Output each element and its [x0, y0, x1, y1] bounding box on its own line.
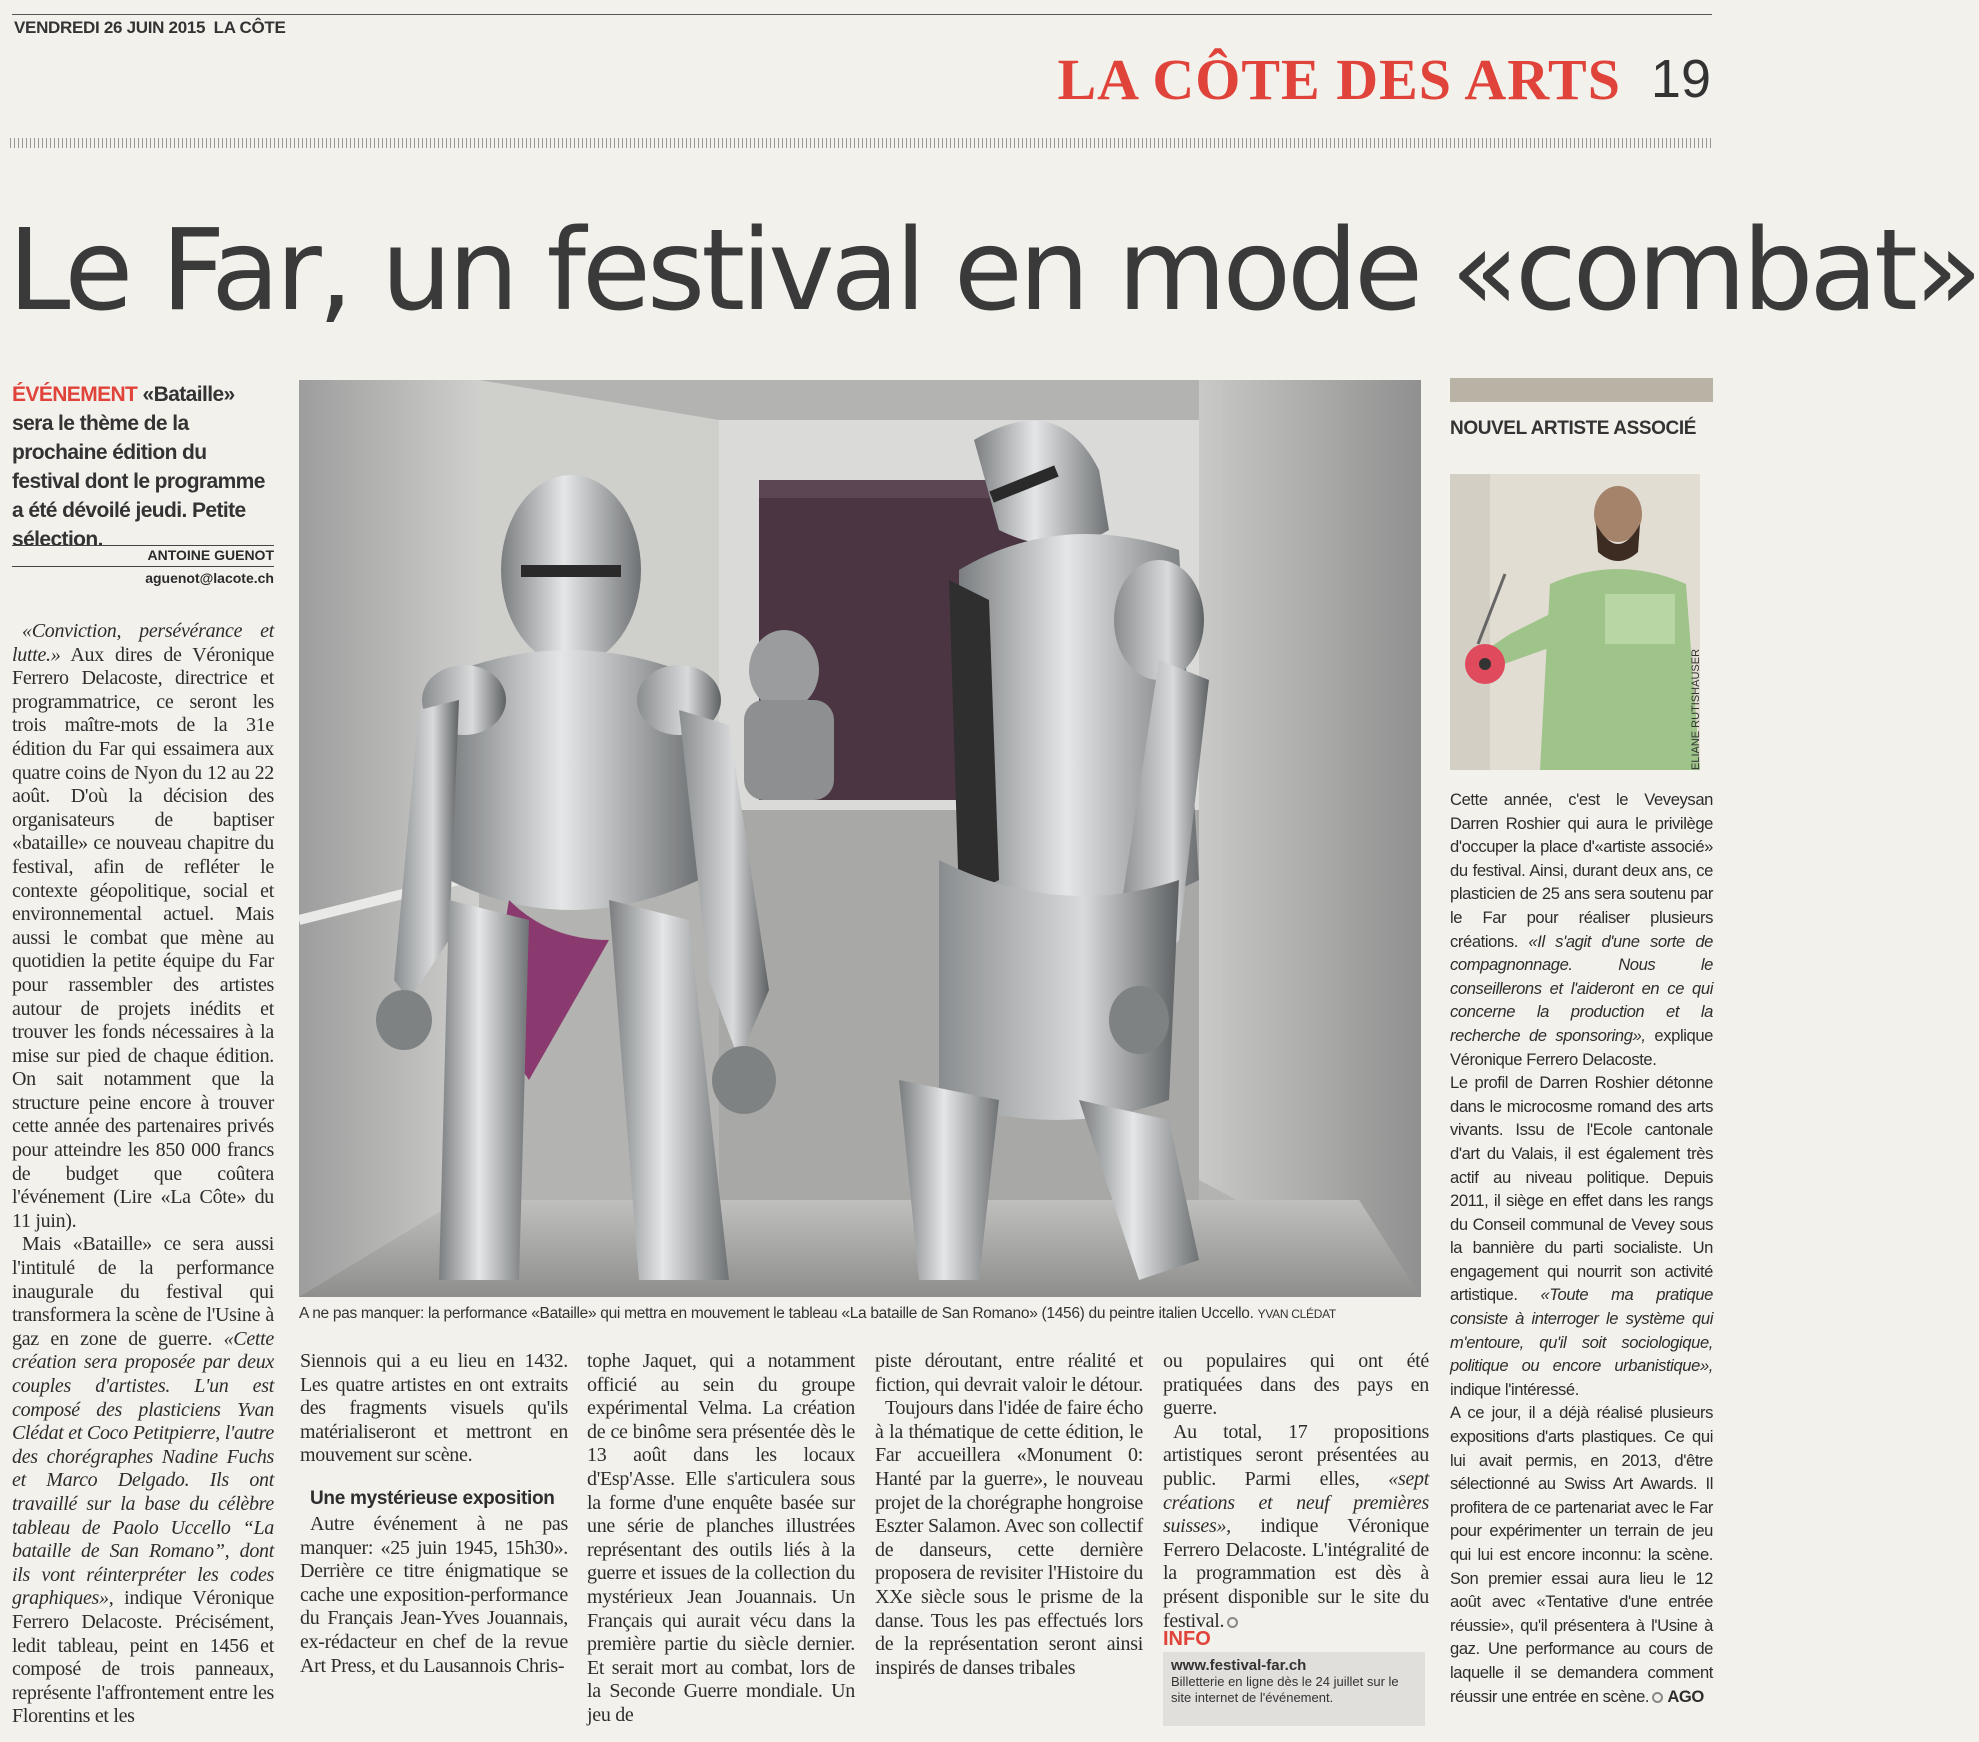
- quote: «Toute ma pratique consiste à interroger le système qui m'entoure, qu'il soit sociologique, politique ou encore urbanistique»,: [1450, 1285, 1713, 1376]
- paragraph: [1450, 1401, 1713, 1708]
- quote: «Conviction, persévérance et lutte.»: [12, 620, 274, 666]
- paragraph: [12, 620, 274, 1233]
- kicker: ÉVÉNEMENT: [12, 383, 138, 406]
- text: indique l'intéressé.: [1450, 1379, 1579, 1399]
- end-mark-icon: [1227, 1617, 1238, 1628]
- byline: [12, 545, 274, 567]
- sidebar-bar: [1450, 378, 1713, 402]
- artist-portrait-image: [1450, 474, 1700, 770]
- article-column-5: [1163, 1350, 1429, 1633]
- paragraph: [12, 1233, 274, 1728]
- text: indique Véronique Ferrero Delacoste. Précisément, ledit tableau, peint en 1456 et composé de trois panneaux, représente l'affrontement entre les Florentins et les: [12, 1587, 274, 1728]
- text: Aux dires de Véronique Ferrero Delacoste, directrice et programmatrice, ce seront les trois maître-mots de la 31e édition du Far qui essaimera aux quatre coins de Nyon du 12 au 22 août. D'où la décision des organisateurs de baptiser «bataille» ce nouveau chapitre du festival, afin de refléter le contexte géopolitique, social et environnemental actuel. Mais aussi le combat que mène au quotidien la petite équipe du Far pour rassembler des artistes autour de projets inédits et trouver les fonds nécessaires à la mise sur pied de chaque édition. On sait notamment que la structure peine encore à trouver cette année des partenaires privés pour atteindre les 850 000 francs de budget que coûtera l'événement (Lire «La Côte» du 11 juin).: [12, 643, 274, 1232]
- lead-text: «Bataille» sera le thème de la prochaine édition du festival dont le programme a été dévoilé jeudi. Petite sélection.: [12, 383, 265, 551]
- newspaper-name: LA CÔTE: [213, 18, 286, 37]
- paragraph: [1450, 1071, 1713, 1401]
- date: VENDREDI 26 JUIN 2015: [14, 18, 206, 37]
- festival-link[interactable]: www.festival-far.ch: [1171, 1657, 1307, 1674]
- photo-credit-vertical: ELIANE RUTISHAUSER: [1690, 648, 1702, 770]
- text: A ce jour, il a déjà réalisé plusieurs expositions d'arts plastiques. Ce qui lui avait permis, en 2013, d'être sélectionné au Swiss Art Awards. Il profitera de ce partenariat avec le Far pour expérimenter un terrain de jeu qui lui est encore inconnu: la scène. Son premier essai aura lieu le 12 août avec «Tentative d'une entrée réussie», qu'il présentera à l'Usine à gaz. Une performance au cours de laquelle il se demandera comment réussir une entrée en scène.: [1450, 1403, 1713, 1706]
- sidebar-text: [1450, 788, 1713, 1708]
- quote: «Cette création sera proposée par deux couples d'artistes. L'un est composé des plasticiens Yvan Clédat et Coco Petitpierre, l'autre des chorégraphes Nadine Fuchs et Marco Delgado. Ils ont travaillé sur la base du célèbre tableau de Paolo Uccello “La bataille de San Romano”, dont ils vont réinterpréter les codes graphiques»,: [12, 1327, 274, 1610]
- paragraph: Autre événement à ne pas manquer: «25 juin 1945, 15h30». Derrière ce titre énigmatique se cache une exposition-performance du Français Jean-Yves Jouannais, ex-rédacteur en chef de la revue Art Press, et du Lausannois Chris-: [300, 1512, 568, 1677]
- armor-photo: [299, 380, 1421, 1297]
- knights-in-armor-image: [299, 380, 1421, 1297]
- end-mark-icon: [1652, 1692, 1663, 1703]
- text: Mais «Bataille» ce sera aussi l'intitulé de la performance inaugurale du festival qui transformera la scène de l'Usine à gaz en zone de guerre.: [12, 1233, 274, 1350]
- headline: Le Far, un festival en mode «combat»: [8, 206, 1979, 336]
- caption-text: A ne pas manquer: la performance «Bataille» qui mettra en mouvement le tableau «La bataille de San Romano» (1456) du peintre italien Uccello.: [299, 1305, 1254, 1322]
- top-rule: [12, 14, 1712, 15]
- paragraph: piste déroutant, entre réalité et fiction, qui devrait valoir le détour.: [875, 1350, 1143, 1396]
- section-title: LA CÔTE DES ARTS: [1057, 47, 1621, 112]
- author-email: aguenot@lacote.ch: [145, 570, 274, 586]
- page-number: 19: [1650, 49, 1711, 109]
- text: indique Véronique Ferrero Delacoste. L'intégralité de la programmation est dès à présent disponible sur le site du festival.: [1163, 1515, 1429, 1632]
- text: Au total, 17 propositions artistiques seront présentées au public. Parmi elles,: [1163, 1420, 1429, 1490]
- info-title: INFO: [1163, 1628, 1211, 1650]
- paragraph: [1163, 1421, 1429, 1633]
- sidebar-title: NOUVEL ARTISTE ASSOCIÉ: [1450, 418, 1696, 439]
- paragraph: tophe Jaquet, qui a notamment officié au sein du groupe expérimental Velma. La création de ce binôme sera présentée dès le 13 août dans les locaux d'Esp'Asse. Elle s'articulera sous la forme d'une enquête basée sur une série de planches illustrées représentant des outils liés à la guerre et issues de la collection du mystérieux Jean Jouannais. Un Français qui aurait vécu dans la première partie du siècle dernier. Et serait mort au combat, lors de la Seconde Guerre mondiale. Un jeu de: [587, 1350, 855, 1726]
- dateline: [14, 18, 286, 38]
- quote: «sept créations et neuf premières suisses»,: [1163, 1467, 1430, 1538]
- text: explique Véronique Ferrero Delacoste.: [1450, 1025, 1714, 1069]
- photo-credit: YVAN CLÉDAT: [1257, 1307, 1336, 1321]
- paragraph: ou populaires qui ont été pratiquées dans des pays en guerre.: [1163, 1350, 1429, 1420]
- article-column-1: [12, 620, 274, 1730]
- article-column-4: [875, 1350, 1143, 1680]
- lead-paragraph: [12, 380, 274, 554]
- author-name: ANTOINE GUENOT: [147, 547, 274, 563]
- dotted-rule: [10, 138, 1712, 148]
- quote: «Il s'agit d'une sorte de compagnonnage. Nous le conseillerons et l'aideront en ce qui concerne la production et la recherche de sponsoring»,: [1450, 931, 1713, 1045]
- paragraph: Toujours dans l'idée de faire écho à la thématique de cette édition, le Far accueillera «Monument 0: Hanté par la guerre», le nouveau projet de la chorégraphe hongroise Eszter Salamon. Avec son collectif de danseurs, cette dernière proposera de revisiter l'Histoire du XXe siècle sous le prisme de la danse. Tous les pas effectués lors de la représentation seront ainsi inspirés de danses tribales: [875, 1397, 1144, 1679]
- text: Le profil de Darren Roshier détonne dans le microcosme romand des arts vivants. Issu de l'Ecole cantonale d'art du Valais, il est également très actif au niveau politique. Depuis 2011, il siège en effet dans les rangs du Conseil communal de Vevey sous la bannière du parti socialiste. Un engagement qui nourrit son activité artistique.: [1450, 1073, 1713, 1305]
- artist-photo: [1450, 474, 1700, 770]
- paragraph: Siennois qui a eu lieu en 1432. Les quatre artistes en ont extraits des fragments visuels qu'ils matérialiseront et mettront en mouvement sur scène.: [300, 1350, 568, 1467]
- photo-caption: [299, 1305, 1429, 1323]
- article-column-2: [300, 1350, 568, 1678]
- signature: AGO: [1667, 1686, 1704, 1706]
- paragraph: [1450, 788, 1713, 1071]
- info-box: [1163, 1652, 1425, 1726]
- info-text: Billetterie en ligne dès le 24 juillet sur le site internet de l'événement.: [1171, 1674, 1399, 1705]
- text: Cette année, c'est le Veveysan Darren Roshier qui aura le privilège d'occuper la place d'«artiste associé» du festival. Ainsi, durant deux ans, ce plasticien de 25 ans sera soutenu par le Far pour réaliser plusieurs créations.: [1450, 790, 1713, 951]
- subheading: Une mystérieuse exposition: [310, 1487, 555, 1509]
- article-column-3: [587, 1350, 855, 1728]
